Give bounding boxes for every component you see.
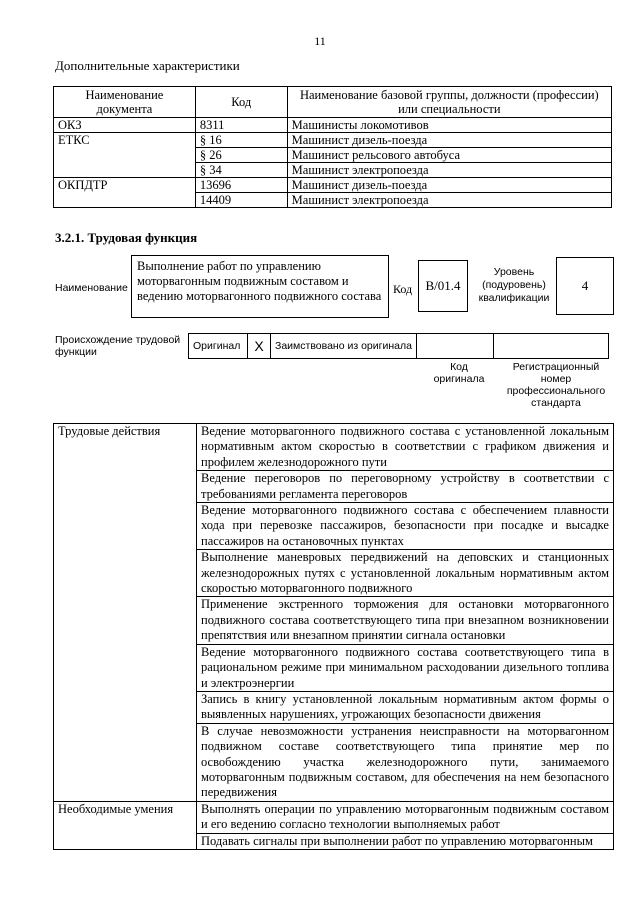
table-row: [54, 424, 614, 471]
work-action-item: Ведение моторвагонного подвижного состава с установленной локальным нормативным актом скоростью в соответствии с графиком движения и профилем железнодорожного пути: [197, 424, 614, 471]
origin-row: [189, 334, 609, 359]
skill-item: Выполнять операции по управлению моторвагонным подвижным составом и его ведению согласно технологии выполняемых работ: [197, 801, 614, 833]
qualification-level-label: Уровень (подуровень) квалификации: [478, 266, 550, 304]
work-action-item: Ведение моторвагонного подвижного состава соответствующего типа в рациональном режиме при минимальном расходовании дизельного топлива и электроэнергии: [197, 644, 614, 691]
table-row: [54, 178, 612, 193]
work-actions-table: [53, 423, 614, 850]
header-group-name: Наименование базовой группы, должности (профессии) или специальности: [287, 87, 611, 118]
original-label: Оригинал: [189, 334, 248, 359]
original-mark: X: [248, 334, 271, 359]
borrowed-label: Заимствовано из оригинала: [271, 334, 417, 359]
cell-document: ОКЗ: [54, 118, 196, 133]
table-header-row: [54, 87, 612, 118]
work-action-item: Выполнение маневровых передвижений на деповских и станционных железнодорожных путях с установленной локальным нормативным актом скоростью моторвагонного подвижного: [197, 550, 614, 597]
header-document-name: Наименование документа: [54, 87, 196, 118]
cell-name: Машинист электропоезда: [287, 163, 611, 178]
work-actions-label: Трудовые действия: [54, 424, 197, 802]
cell-code: 14409: [195, 193, 287, 208]
cell-code: 8311: [195, 118, 287, 133]
code-label: Код: [393, 282, 413, 296]
skills-label: Необходимые умения: [54, 801, 197, 849]
reg-number-label: Регистрационный номер профессионального стандарта: [506, 361, 606, 409]
origin-label: Происхождение трудовой функции: [55, 334, 181, 358]
cell-name: Машинист дизель-поезда: [287, 178, 611, 193]
cell-name: Машинист дизель-поезда: [287, 133, 611, 148]
reg-number-cell: [493, 334, 608, 359]
work-action-item: В случае невозможности устранения неисправности на моторвагонном подвижном составе соответствующего типа принятие мер по освобождению участка железнодорожного пути, занимаемого моторвагонным подвижным составом, для обеспечения на нем безопасного передвижения: [197, 723, 614, 801]
cell-code: 13696: [195, 178, 287, 193]
origin-table: [188, 333, 609, 359]
cell-code: § 16: [195, 133, 287, 148]
function-code-box: B/01.4: [418, 260, 468, 312]
cell-code: § 34: [195, 163, 287, 178]
cell-name: Машинисты локомотивов: [287, 118, 611, 133]
work-action-item: Применение экстренного торможения для остановки моторвагонного подвижного состава соответствующего типа при внезапном возникновении препятствия или внезапном принятии сигнала остановки: [197, 597, 614, 644]
additional-characteristics-title: Дополнительные характеристики: [55, 58, 240, 73]
work-action-item: Ведение переговоров по переговорному устройству в соответствии с требованиями регламента переговоров: [197, 471, 614, 503]
work-action-item: Ведение моторвагонного подвижного состава с обеспечением плавности хода при перевозке пассажиров, безопасности при посадке и высадке пассажиров на остановочных пунктах: [197, 503, 614, 550]
skill-item: Подавать сигналы при выполнении работ по управлению моторвагонным: [197, 833, 614, 849]
origin-code-label: Код оригинала: [433, 361, 485, 385]
page-number: 11: [314, 34, 326, 48]
cell-document: ОКПДТР: [54, 178, 196, 208]
origin-code-cell: [416, 334, 493, 359]
function-title: 3.2.1. Трудовая функция: [55, 230, 198, 245]
cell-document: ЕТКС: [54, 133, 196, 178]
qualification-level-box: 4: [556, 257, 614, 315]
name-label: Наименование: [55, 282, 128, 294]
cell-code: § 26: [195, 148, 287, 163]
cell-name: Машинист рельсового автобуса: [287, 148, 611, 163]
table-row: [54, 133, 612, 148]
cell-name: Машинист электропоезда: [287, 193, 611, 208]
function-name-box: Выполнение работ по управлению моторвагонным подвижным составом и ведению моторвагонного подвижного состава: [131, 255, 389, 318]
table-row: [54, 118, 612, 133]
header-code: Код: [195, 87, 287, 118]
additional-characteristics-table: [53, 86, 612, 208]
table-row: [54, 801, 614, 833]
work-action-item: Запись в книгу установленной локальным нормативным актом формы о выявленных нарушениях, угрожающих безопасности движения: [197, 691, 614, 723]
